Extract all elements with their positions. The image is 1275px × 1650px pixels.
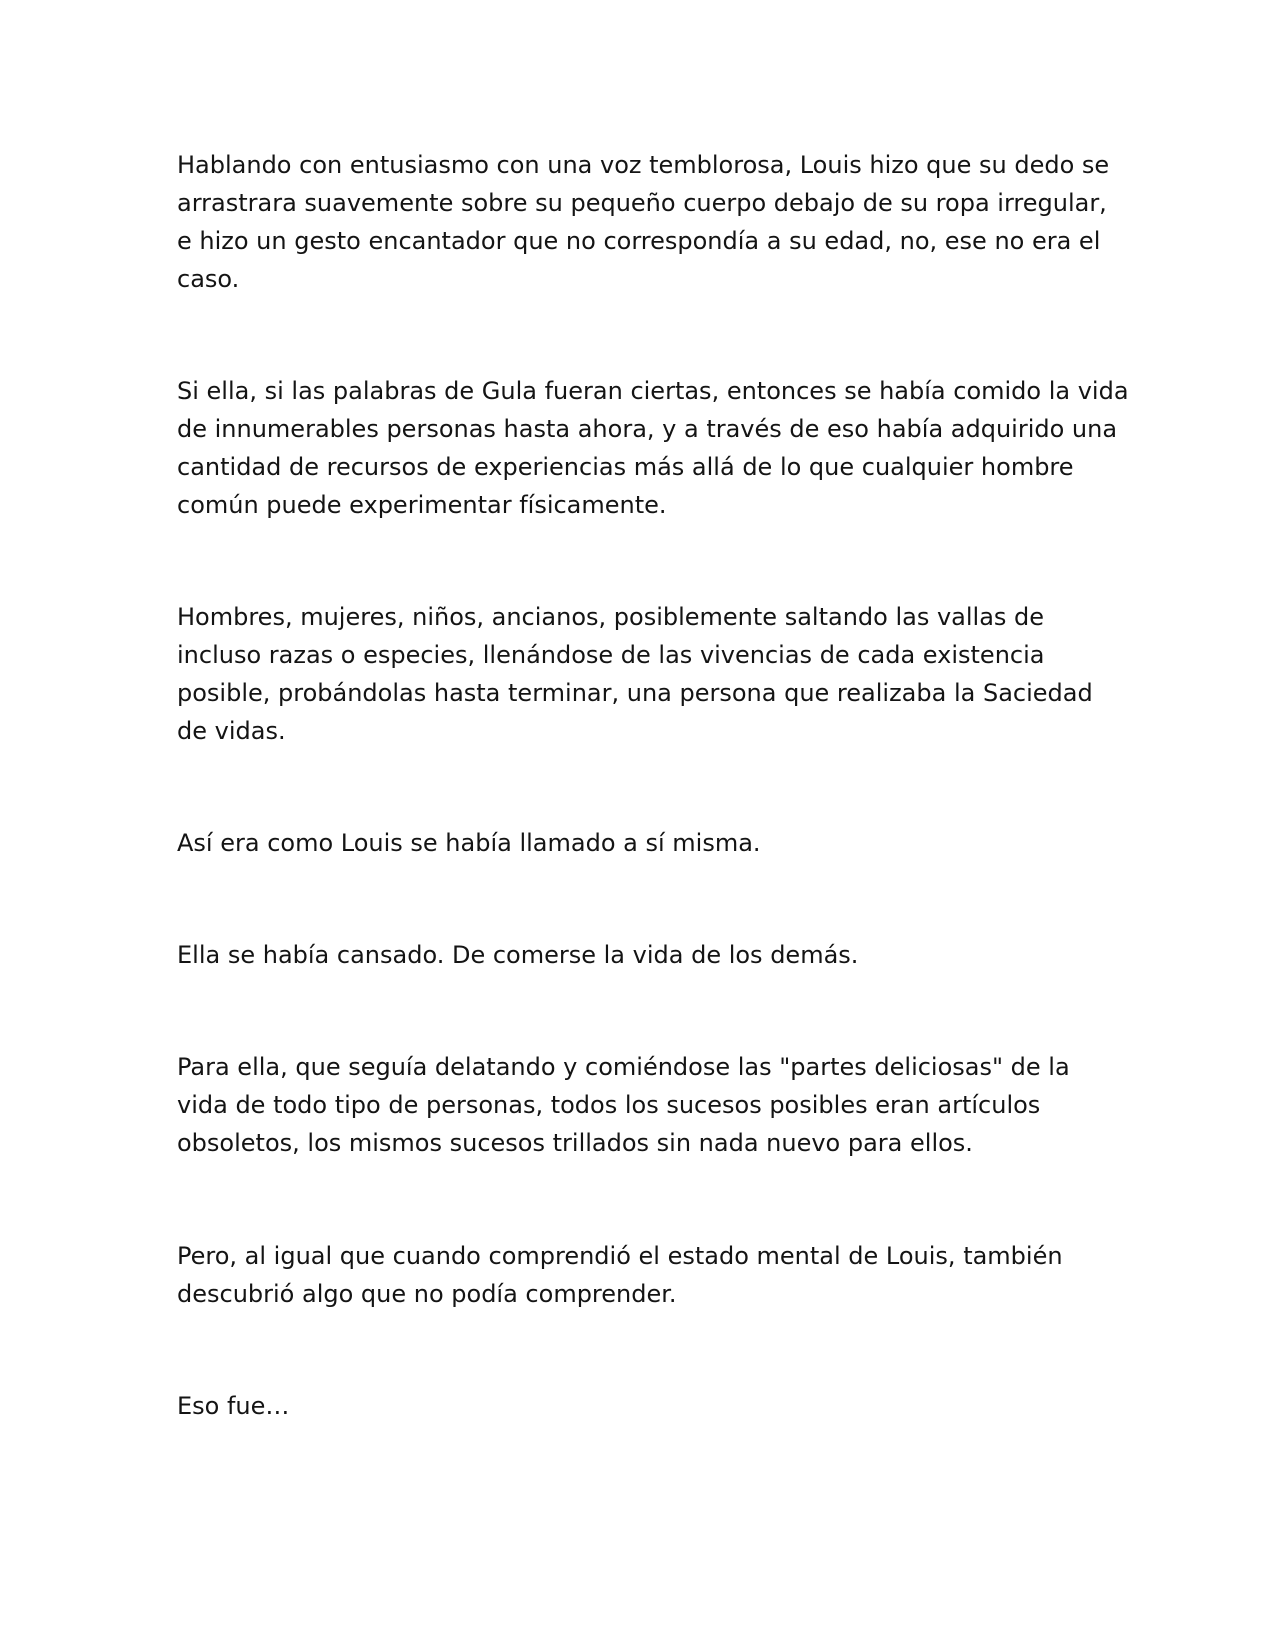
paragraph-line: común puede experimentar físicamente. [177,491,667,519]
paragraph-1 [177,146,1109,298]
paragraph-line: Si ella, si las palabras de Gula fueran ciertas, entonces se había comido la vida [177,377,1129,405]
paragraph-line: de vidas. [177,717,286,745]
paragraph-line: incluso razas o especies, llenándose de las vivencias de cada existencia [177,641,1045,669]
paragraph-7 [177,1237,1063,1313]
paragraph-line: vida de todo tipo de personas, todos los sucesos posibles eran artículos [177,1091,1041,1119]
paragraph-line: Eso fue… [177,1392,290,1420]
paragraph-3 [177,598,1093,750]
paragraph-line: e hizo un gesto encantador que no correspondía a su edad, no, ese no era el [177,227,1101,255]
paragraph-line: Ella se había cansado. De comerse la vida de los demás. [177,941,859,969]
paragraph-8 [177,1387,289,1425]
paragraph-2 [177,372,1129,524]
paragraph-5 [177,936,858,974]
paragraph-line: arrastrara suavemente sobre su pequeño cuerpo debajo de su ropa irregular, [177,189,1107,217]
paragraph-line: obsoletos, los mismos sucesos trillados sin nada nuevo para ellos. [177,1129,973,1157]
paragraph-line: posible, probándolas hasta terminar, una persona que realizaba la Saciedad [177,679,1093,707]
paragraph-line: Hombres, mujeres, niños, ancianos, posiblemente saltando las vallas de [177,603,1045,631]
paragraph-line: Hablando con entusiasmo con una voz temblorosa, Louis hizo que su dedo se [177,151,1110,179]
paragraph-6 [177,1048,1070,1162]
paragraph-line: caso. [177,265,240,293]
paragraph-line: Para ella, que seguía delatando y comiéndose las "partes deliciosas" de la [177,1053,1070,1081]
paragraph-line: de innumerables personas hasta ahora, y a través de eso había adquirido una [177,415,1118,443]
paragraph-line: cantidad de recursos de experiencias más allá de lo que cualquier hombre [177,453,1074,481]
paragraph-line: Pero, al igual que cuando comprendió el estado mental de Louis, también [177,1242,1063,1270]
paragraph-line: descubrió algo que no podía comprender. [177,1280,677,1308]
paragraph-4 [177,824,761,862]
paragraph-line: Así era como Louis se había llamado a sí misma. [177,829,761,857]
